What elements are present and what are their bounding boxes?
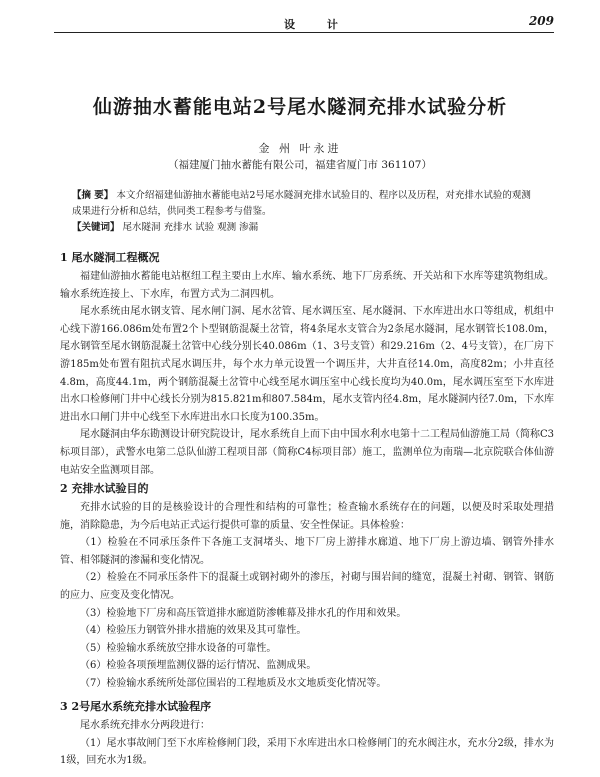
section-1-paragraph-2: 尾水系统由尾水钢支管、尾水闸门洞、尾水岔管、尾水调压室、尾水隧洞、下水库进出水口等组成，机组中心线下游166.086m处布置2个卜型钢筋混凝土岔管，将4条尾水支管合为2条尾水隧洞，尾水钢管长108.0m，尾水钢管至尾水钢筋混凝土岔管中心线分别长40.086m（1、3号支管）和29.216m（2、4号支管），在厂房下游185m处布置有阻抗式尾水调压井，每个水力单元设置一个调压井，大井直径14.0m，高度82m；小井直径4.8m，高度44.1m，两个钢筋混凝土岔管中心线至尾水调压室中心线长度均为40.0m，尾水调压室至下水库进出水口检修闸门井中心线长分别为815.821m和807.584m，尾水支管内径4.8m，尾水隧洞内径7.0m，下水库进出水口闸门井中心线至下水库进出水口长度为100.35m。 xyxy=(60,306,554,423)
section-2-item-6: （6）检验各项预埋监测仪器的运行情况、监测成果。 xyxy=(80,660,317,672)
keywords-text: 尾水隧洞 充排水 试验 观测 渗漏 xyxy=(122,222,259,233)
section-1-heading: 1 尾水隧洞工程概况 xyxy=(60,251,160,264)
abstract-block xyxy=(72,188,540,236)
section-1-paragraph-3: 尾水隧洞由华东勘测设计研究院设计，尾水系统自上而下由中国水利水电第十二工程局仙游施工局（简称C3标项目部），武警水电第二总队仙游工程项目部（简称C4标项目部）施工，监测单位为南瑞—北京院联合体仙游电站安全监测项目部。 xyxy=(60,429,555,476)
authors: 金 州 叶永进 xyxy=(258,142,342,155)
abstract-text: 本文介绍福建仙游抽水蓄能电站2号尾水隧洞充排水试验目的、程序以及历程，对充排水试验的观测成果进行分析和总结，供同类工程参考与借鉴。 xyxy=(72,190,531,217)
section-2-item-1: （1）检验在不同承压条件下各施工支洞堵头、地下厂房上游排水廊道、地下厂房上游边墙、钢管外排水管、相邻隧洞的渗漏和变化情况。 xyxy=(60,537,554,566)
running-head xyxy=(54,14,554,33)
section-2-body xyxy=(60,499,554,693)
page-number: 209 xyxy=(528,14,554,28)
section-2-item-7: （7）检验输水系统所处部位围岩的工程地质及水文地质变化情况等。 xyxy=(80,677,387,689)
abstract-paragraph xyxy=(72,188,540,220)
section-3-paragraph-1: 尾水系统充排水分两段进行： xyxy=(80,720,210,731)
section-1-paragraph-1: 福建仙游抽水蓄能电站枢纽工程主要由上水库、输水系统、地下厂房系统、开关站和下水库等建筑物组成。输水系统连接上、下水库，布置方式为二洞四机。 xyxy=(60,271,554,300)
section-1-body xyxy=(60,268,554,479)
section-3-heading: 3 2号尾水系统充排水试验程序 xyxy=(60,700,212,713)
section-2-item-2: （2）检验在不同承压条件下的混凝土或钢衬砌外的渗压，衬砌与围岩间的缝宽，混凝土衬砌、钢管、钢筋的应力、应变及变化情况。 xyxy=(60,572,554,601)
section-2-item-4: （4）检验压力钢管外排水措施的效果及其可靠性。 xyxy=(80,625,307,637)
paper-title: 仙游抽水蓄能电站2号尾水隧洞充排水试验分析 xyxy=(92,96,508,118)
abstract-label: 【摘 要】 xyxy=(72,190,114,201)
section-2-heading: 2 充排水试验目的 xyxy=(60,482,149,495)
section-3-item-1: （1）尾水事故闸门至下水库检修闸门段，采用下水库进出水口检修闸门的充水阀注水，充水分2级，排水为1级，回充水为1级。 xyxy=(60,737,554,767)
keywords-paragraph xyxy=(72,220,540,236)
section-3-body xyxy=(60,717,554,770)
section-2-item-3: （3）检验地下厂房和高压管道排水廊道防渗帷幕及排水孔的作用和效果。 xyxy=(80,607,407,619)
running-head-section: 设 计 xyxy=(284,18,352,31)
keywords-label: 【关键词】 xyxy=(72,222,120,233)
section-2-paragraph-1: 充排水试验的目的是核验设计的合理性和结构的可靠性；检查输水系统存在的问题，以便及时采取处理措施，消除隐患，为今后电站正式运行提供可靠的质量、安全性保证。具体检验： xyxy=(60,502,554,531)
section-2-item-5: （5）检验输水系统放空排水设备的可靠性。 xyxy=(80,642,277,654)
affiliation: （福建厦门抽水蓄能有限公司，福建省厦门市 361107） xyxy=(168,159,432,171)
